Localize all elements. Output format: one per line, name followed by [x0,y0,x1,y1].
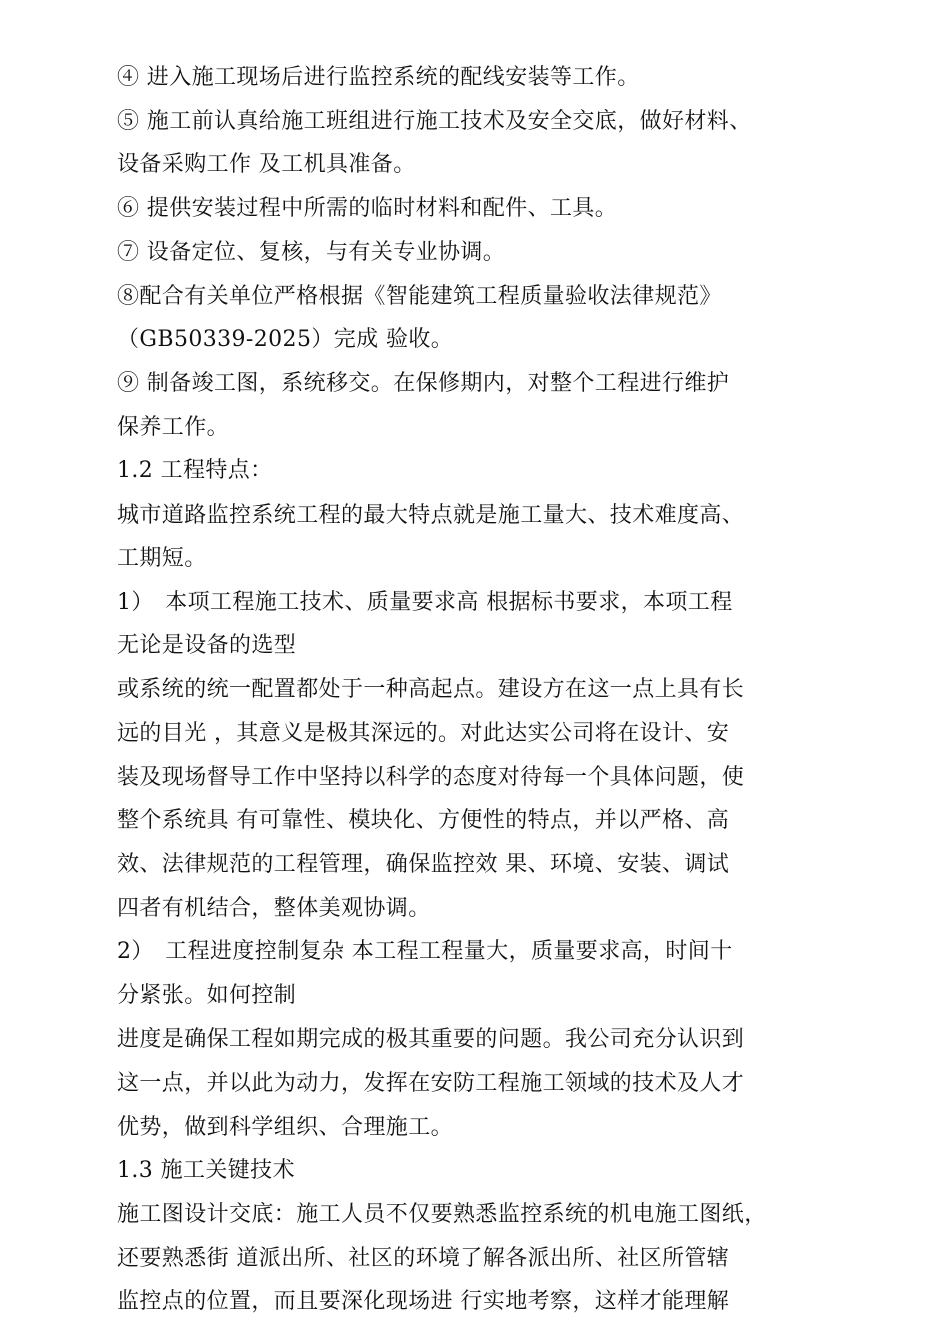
text-line: 这一点，并以此为动力，发挥在安防工程施工领域的技术及人才 [117,1071,745,1096]
text-line: 装及现场督导工作中坚持以科学的态度对待每一个具体问题，使 [117,765,745,790]
text-line: （GB50339-2025）完成 验收。 [117,327,454,352]
text-line: ④ 进入施工现场后进行监控系统的配线安装等工作。 [117,65,640,90]
text-line: 还要熟悉街 道派出所、社区的环境了解各派出所、社区所管辖 [117,1246,730,1271]
text-line: 进度是确保工程如期完成的极其重要的问题。我公司充分认识到 [117,1027,745,1052]
text-line: ⑨ 制备竣工图，系统移交。在保修期内，对整个工程进行维护 [117,371,730,396]
text-line: 四者有机结合，整体美观协调。 [117,896,431,921]
text-line: 效、法律规范的工程管理，确保监控效 果、环境、安装、调试 [117,852,730,877]
text-line: 监控点的位置，而且要深化现场进 行实地考察，这样才能理解 [117,1289,730,1314]
text-line: 城市道路监控系统工程的最大特点就是施工量大、技术难度高、 [117,503,745,528]
text-line: ⑤ 施工前认真给施工班组进行施工技术及安全交底，做好材料、 [117,109,752,134]
text-line: 分紧张。如何控制 [117,983,297,1008]
text-line: 设备采购工作 及工机具准备。 [117,152,416,177]
text-line: ⑥ 提供安装过程中所需的临时材料和配件、工具。 [117,196,618,221]
text-line: 或系统的统一配置都处于一种高起点。建设方在这一点上具有长 [117,677,745,702]
section-heading: 1.3 施工关键技术 [117,1158,295,1183]
text-line: 施工图设计交底：施工人员不仅要熟悉监控系统的机电施工图纸， [117,1202,767,1227]
text-line: 保养工作。 [117,415,230,440]
text-line: 优势，做到科学组织、合理施工。 [117,1115,454,1140]
text-line: ⑦ 设备定位、复核，与有关专业协调。 [117,240,506,265]
text-line: 工期短。 [117,546,207,571]
section-heading: 1.2 工程特点： [117,458,273,483]
text-line: 无论是设备的选型 [117,633,297,658]
text-line: 1） 本项工程施工技术、质量要求高 根据标书要求，本项工程 [117,590,733,615]
text-line: ⑧配合有关单位严格根据《智能建筑工程质量验收法律规范》 [117,284,722,309]
text-line: 整个系统具 有可靠性、模块化、方便性的特点，并以严格、高 [117,808,730,833]
text-line: 2） 工程进度控制复杂 本工程工程量大，质量要求高，时间十 [117,939,733,964]
text-line: 远的目光 ，其意义是极其深远的。对此达实公司将在设计、安 [117,721,730,746]
